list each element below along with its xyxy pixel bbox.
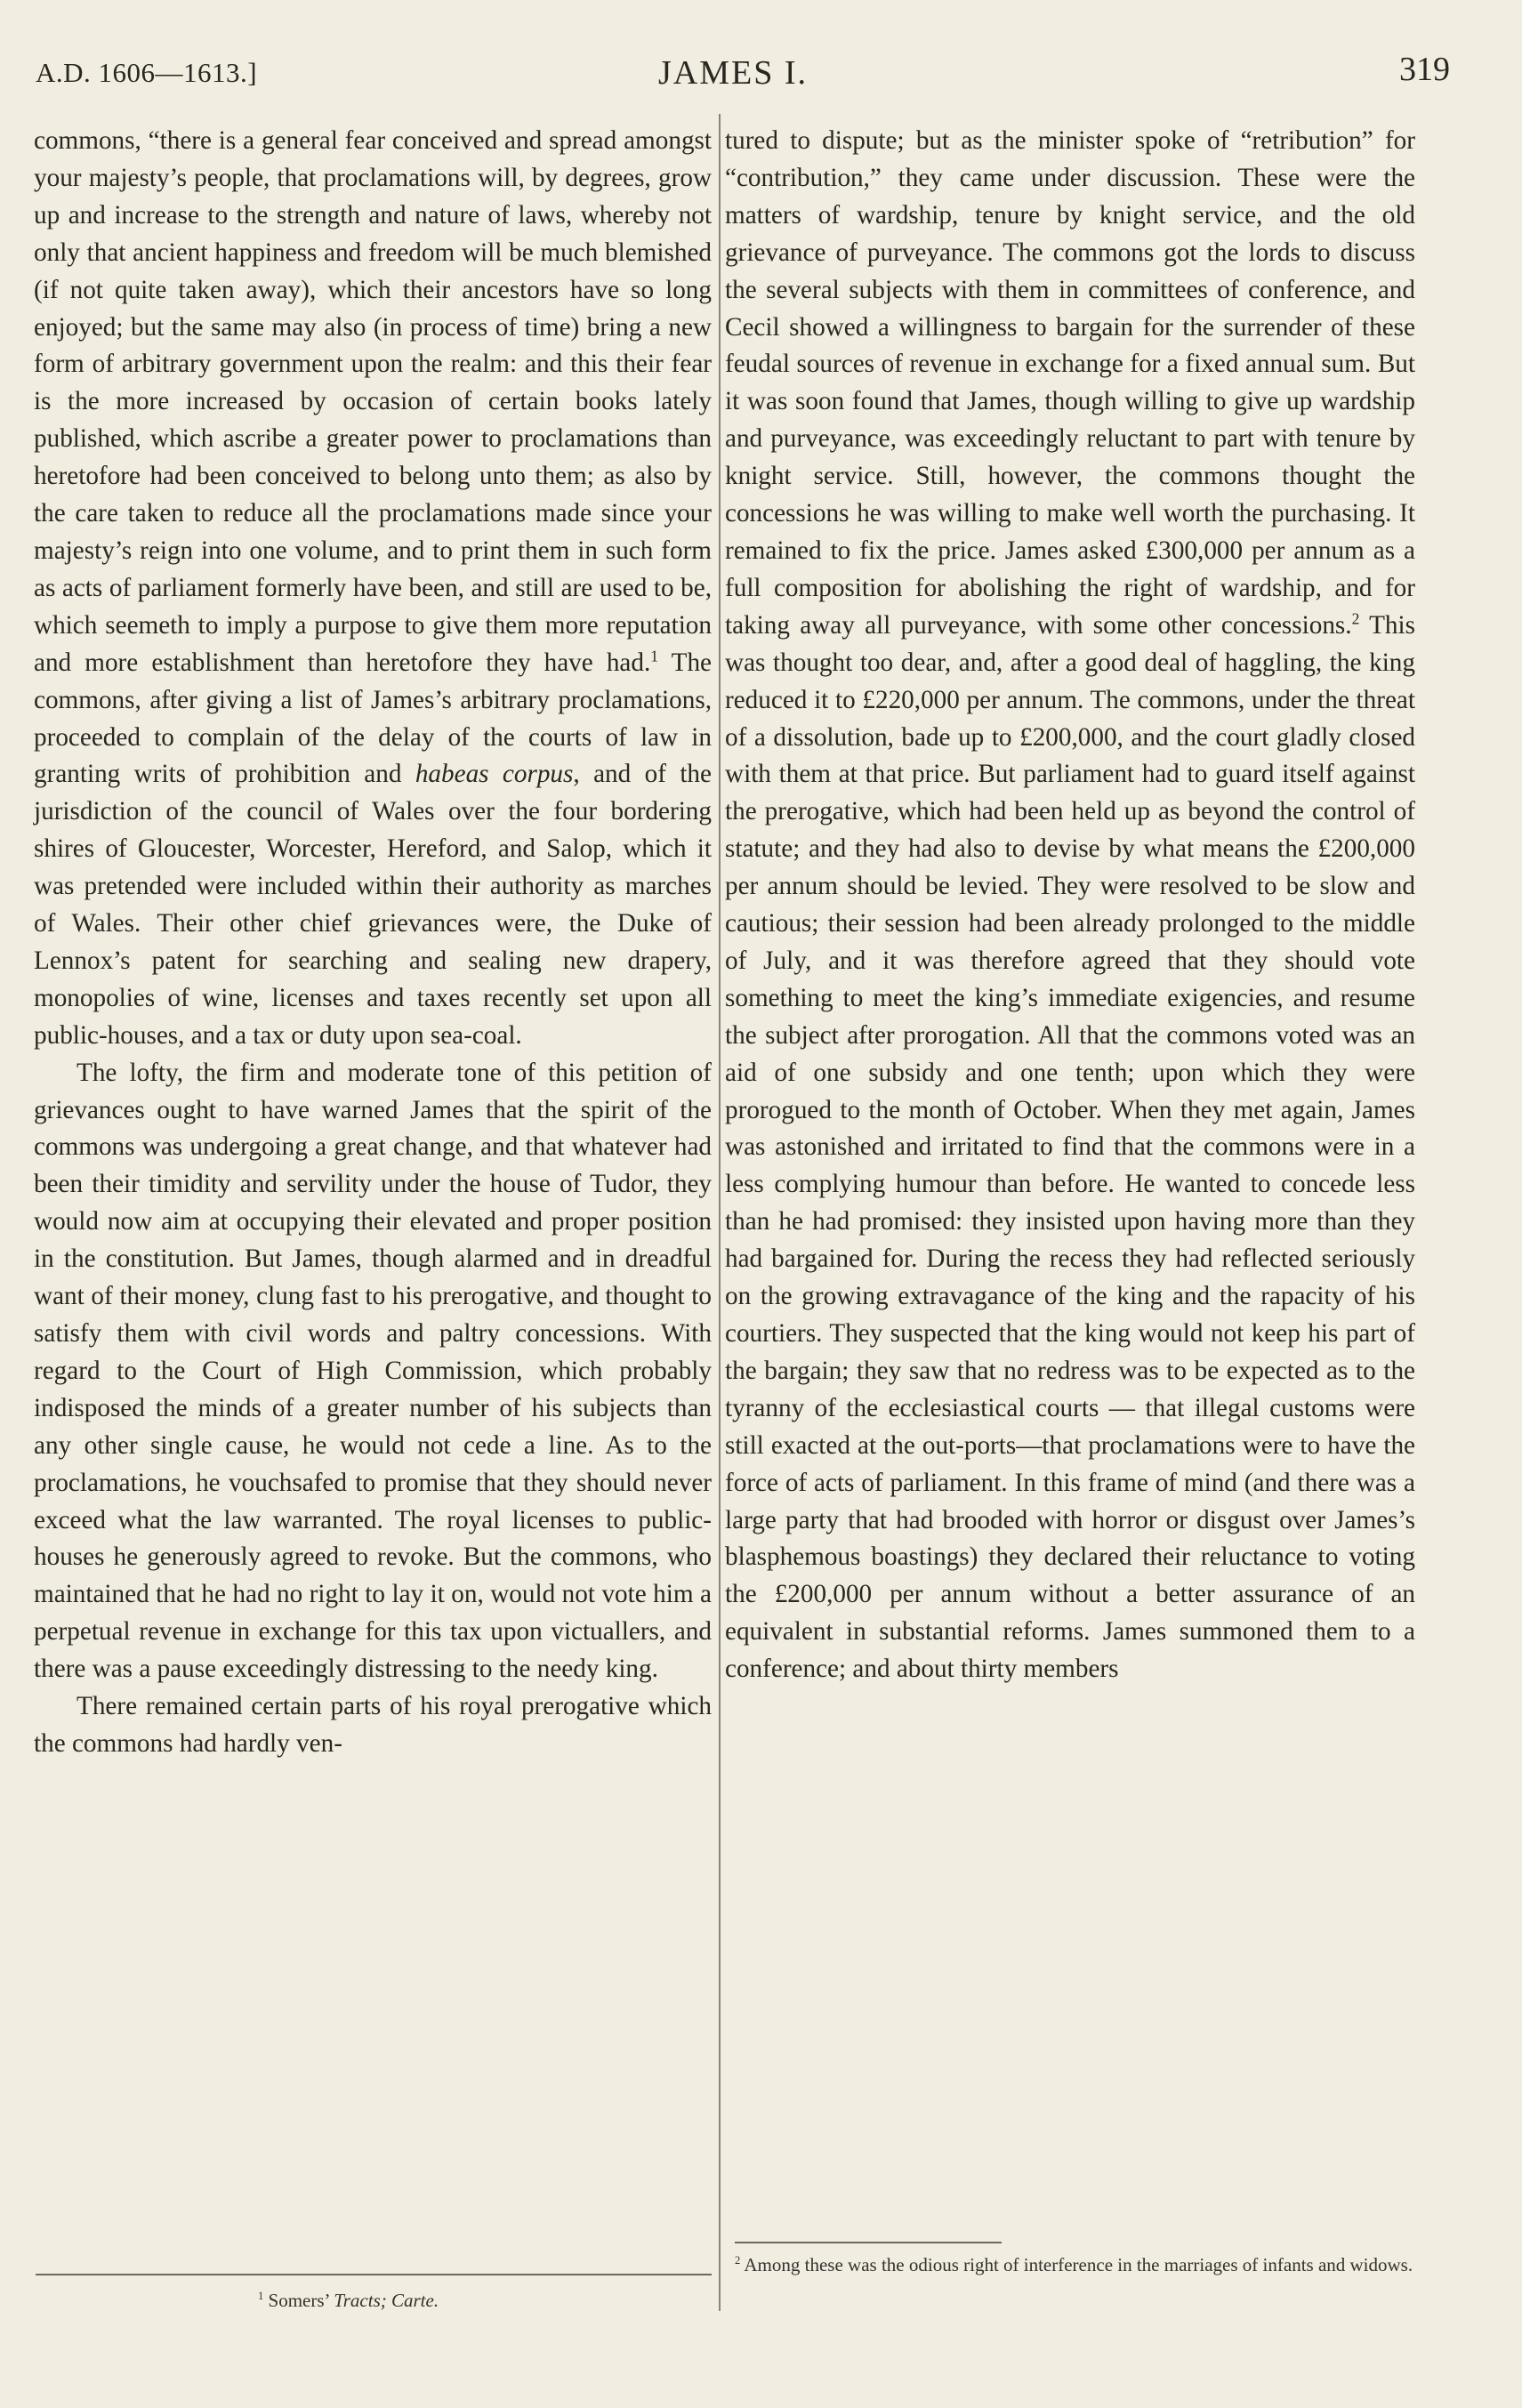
header-title: JAMES I. (658, 54, 809, 92)
left-paragraph-3: There remained certain parts of his royal prerogative which the commons had hardly ven- (34, 1692, 712, 1758)
left-column (34, 123, 712, 1763)
right-paragraph-1 (725, 123, 1415, 1688)
footnote-left-mark: 1 (258, 2290, 264, 2302)
footnote-ref-2: 2 (1351, 609, 1360, 628)
left-p1-italic: habeas corpus (415, 760, 574, 789)
footnote-right-mark: 2 (735, 2254, 741, 2267)
footnote-ref-1: 1 (650, 646, 659, 664)
footnote-left-text: Somers’ (268, 2290, 334, 2311)
right-column (725, 123, 1415, 1688)
header-date-range: A.D. 1606—1613.] (36, 57, 258, 88)
running-header (36, 50, 1450, 94)
footnote-right (735, 2252, 1420, 2277)
left-p1-text-a: commons, “there is a general fear conceived and spread amongst your majesty’s people, that proclamations will, by degrees, grow up and increase to the strength and nature of laws, whereby not only that ancient happiness and freedom will be much blemished (if not quite taken away), which their ancestors have so long enjoyed; but the same may also (in process of time) bring a new form of arbitrary government upon the realm: and this their fear is the more increased by occasion of certain books lately published, which ascribe a greater power to proclamations than heretofore had been conceived to belong unto them; as also by the care taken to reduce all the proclamations made since your majesty’s reign into one volume, and to print them in such form as acts of parliament formerly have been, and still are used to be, which seemeth to imply a purpose to give them more reputation and more establishment than heretofore they have had. (34, 126, 712, 677)
left-p1-text-b: The commons, after giving a list of James’s arbitrary proclamations, proceeded to complain of the delay of the courts of law in granting writs of prohibition and (34, 648, 712, 789)
right-p1-text-a: tured to dispute; but as the minister spoke of “retribution” for “contribution,” they came under discussion. These were the matters of wardship, tenure by knight service, and the old grievance of purveyance. The commons got the lords to discuss the several subjects with them in committees of conference, and Cecil showed a willingness to bargain for the surrender of these feudal sources of revenue in exchange for a fixed annual sum. But it was soon found that James, though willing to give up wardship and purveyance, was exceedingly reluctant to part with tenure by knight service. Still, however, the commons thought the concessions he was willing to make well worth the purchasing. It remained to fix the price. James asked £300,000 per annum as a full composition for abolishing the right of wardship, and for taking away all purveyance, with some other concessions. (725, 126, 1415, 640)
footnote-left (258, 2288, 703, 2313)
footnote-rule-right (735, 2242, 1002, 2243)
left-paragraph-1 (34, 123, 712, 1055)
left-p1-text-c: , and of the jurisdiction of the council of Wales over the four bordering shires of Gloucester, Worcester, Hereford, and Salop, which it was pretended were included within their authority as marches of Wales. Their other chief grievances were, the Duke of Lennox’s patent for searching and sealing new drapery, monopolies of wine, licenses and taxes recently set upon all public-houses, and a tax or duty upon sea-coal. (34, 760, 712, 1050)
footnote-rule-left (36, 2274, 712, 2275)
footnote-left-italic: Tracts; Carte. (334, 2290, 439, 2311)
page-number: 319 (1399, 51, 1450, 88)
left-paragraph-2: The lofty, the firm and moderate tone of this petition of grievances ought to have warned James that the spirit of the commons was undergoing a great change, and that whatever had been their timidity and servility under the house of Tudor, they would now aim at occupying their elevated and proper position in the constitution. But James, though alarmed and in dreadful want of their money, clung fast to his prerogative, and thought to satisfy them with civil words and paltry concessions. With regard to the Court of High Commission, which probably indisposed the minds of a greater number of his subjects than any other single cause, he would not cede a line. As to the proclamations, he vouchsafed to promise that they should never exceed what the law warranted. The royal licenses to public-houses he generously agreed to revoke. But the commons, who maintained that he had no right to lay it on, would not vote him a perpetual revenue in exchange for this tax upon victuallers, and there was a pause exceedingly distressing to the needy king. (34, 1058, 712, 1684)
column-divider (719, 114, 721, 2311)
footnote-right-text: Among these was the odious right of interference in the marriages of infants and widows. (744, 2254, 1413, 2275)
right-p1-text-b: This was thought too dear, and, after a good deal of haggling, the king reduced it to £220,000 per annum. The commons, under the threat of a dissolution, bade up to £200,000, and the court gladly closed with them at that price. But parliament had to guard itself against the prerogative, which had been held up as beyond the control of statute; and they had also to devise by what means the £200,000 per annum should be levied. They were resolved to be slow and cautious; their session had been already prolonged to the middle of July, and it was therefore agreed that they should vote something to meet the king’s immediate exigencies, and resume the subject after prorogation. All that the commons voted was an aid of one subsidy and one tenth; upon which they were prorogued to the month of October. When they met again, James was astonished and irritated to find that the commons were in a less complying humour than before. He wanted to concede less than he had promised: they insisted upon having more than they had bargained for. During the recess they had reflected seriously on the growing extravagance of the king and the rapacity of his courtiers. They suspected that the king would not keep his part of the bargain; they saw that no redress was to be expected as to the tyranny of the ecclesiastical courts — that illegal customs were still exacted at the out-ports—that proclamations were to have the force of acts of parliament. In this frame of mind (and there was a large party that had brooded with horror or disgust over James’s blasphemous boastings) they declared their reluctance to voting the £200,000 per annum without a better assurance of an equivalent in substantial reforms. James summoned them to a conference; and about thirty members (725, 610, 1415, 1684)
